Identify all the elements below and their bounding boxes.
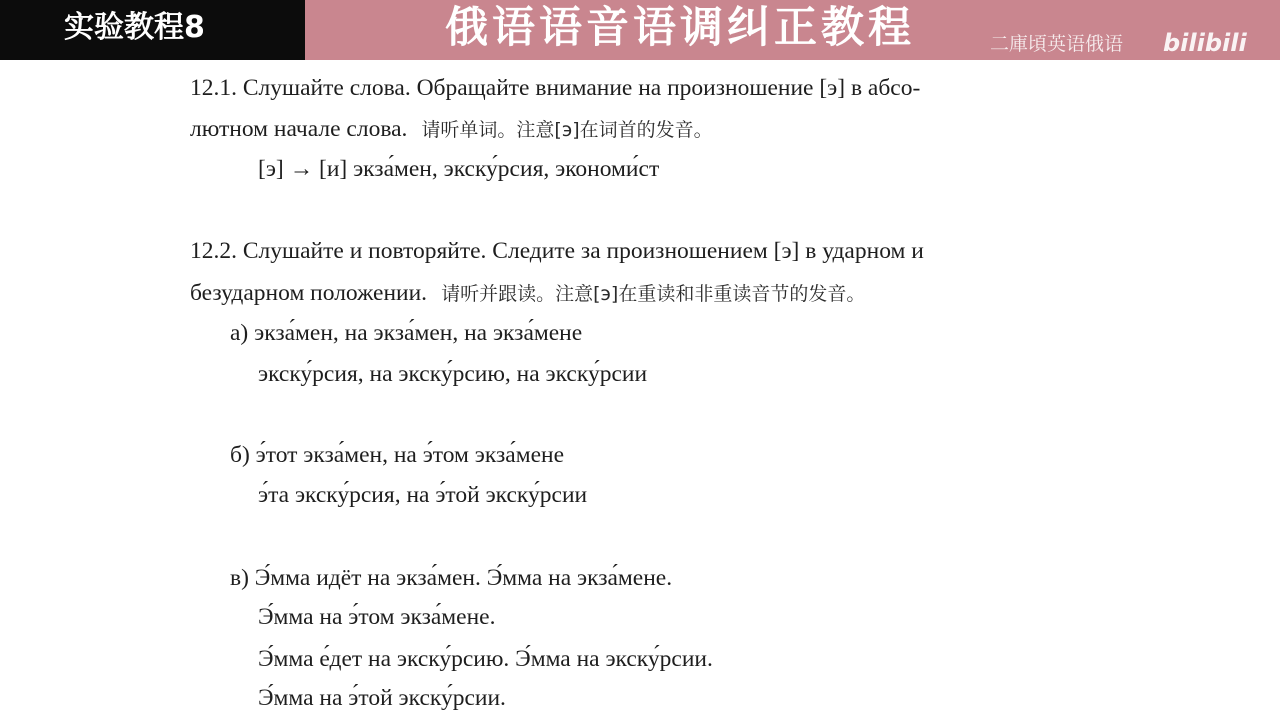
bilibili-logo: bilibili <box>1163 29 1247 57</box>
item-v-line3: Э́мма е́дет на экску́рсию. Э́мма на экску́рсии. <box>258 646 713 672</box>
exercise-12-2-instruction-ru: безударном положении. <box>190 280 428 306</box>
exercise-12-1-instruction-line2 <box>190 114 713 145</box>
exercise-12-1-instruction-ru: лютном начале слова. <box>190 116 408 142</box>
item-b-line2: э́та экску́рсия, на э́той экску́рсии <box>258 482 588 508</box>
exercise-12-2-instruction-line2 <box>190 278 865 309</box>
course-title: 俄语语音语调纠正教程 <box>445 3 915 53</box>
item-a-line1: а) экза́мен, на экза́мен, на экза́мене <box>230 320 583 346</box>
exercise-12-2-instruction-line1: 12.2. Слушайте и повторяйте. Следите за произношением [э] в ударном и <box>190 238 924 264</box>
exercise-12-1-instruction-cn: 请听单词。注意[э]在词首的发音。 <box>421 119 713 141</box>
item-b-line1: б) э́тот экза́мен, на э́том экза́мене <box>230 442 565 468</box>
item-v-line4: Э́мма на э́той экску́рсии. <box>258 685 506 711</box>
exercise-12-1-instruction-line1: 12.1. Слушайте слова. Обращайте внимание на произношение [э] в абсо- <box>190 75 921 101</box>
lesson-label: 实验教程8 <box>0 0 305 60</box>
exercise-12-2-instruction-cn: 请听并跟读。注意[э]在重读和非重读音节的发音。 <box>441 283 866 305</box>
header-banner <box>0 0 1280 60</box>
title-bar <box>305 0 1280 60</box>
exercise-12-1-words: [э] → [и] экза́мен, экску́рсия, экономи́ст <box>258 156 660 182</box>
item-v-line1: в) Э́мма идёт на экза́мен. Э́мма на экза́мене. <box>230 565 673 591</box>
item-v-line2: Э́мма на э́том экза́мене. <box>258 604 496 630</box>
item-a-line2: экску́рсия, на экску́рсию, на экску́рсии <box>258 361 648 387</box>
channel-watermark: 二庫頃英语俄语 <box>990 33 1124 55</box>
